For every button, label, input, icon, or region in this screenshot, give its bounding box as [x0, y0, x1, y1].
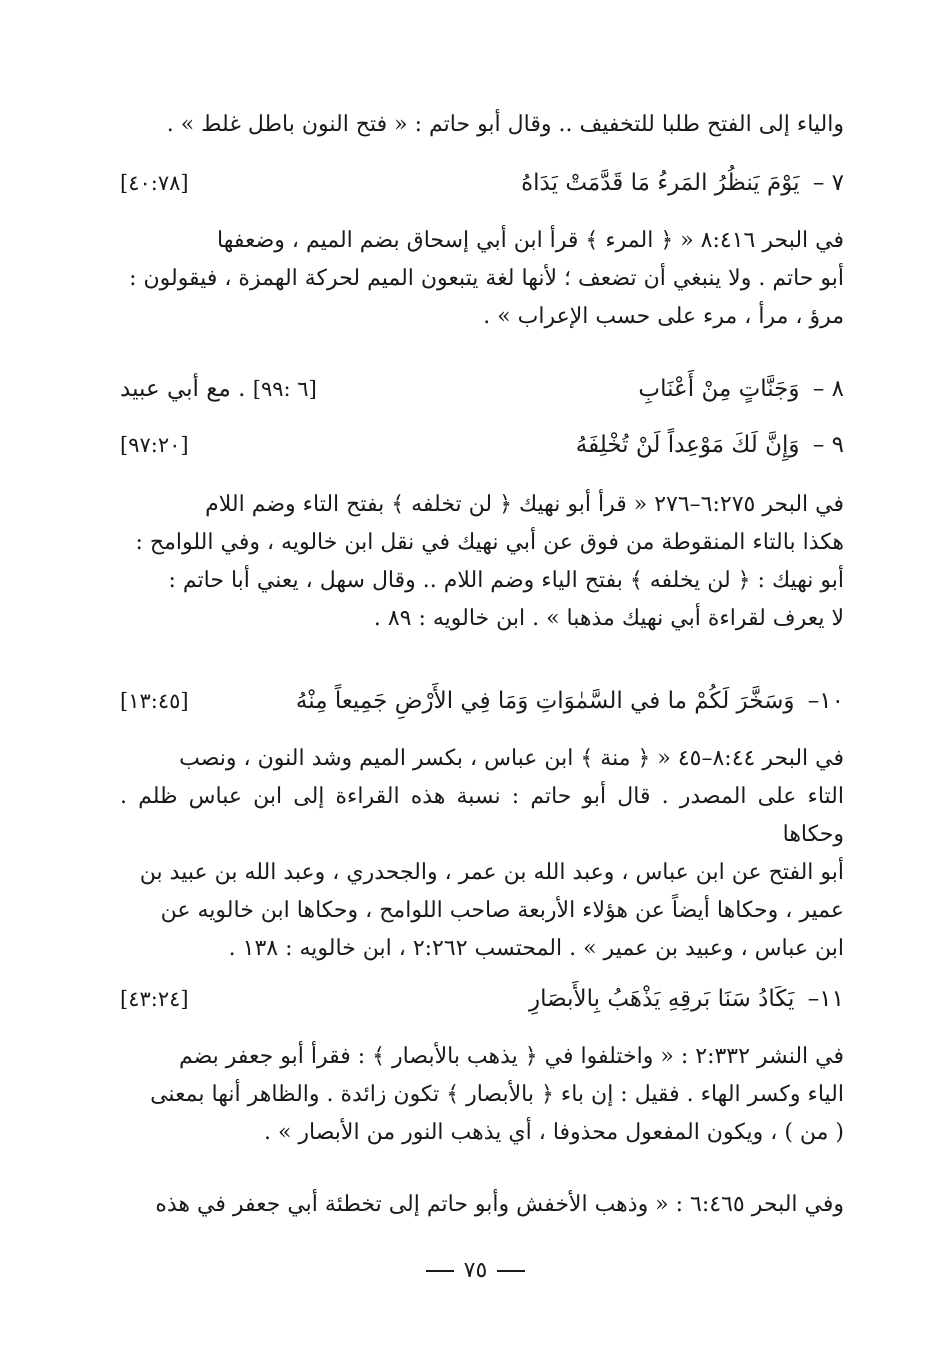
- verse-7: [120, 164, 844, 202]
- page-number-dash: [497, 1270, 525, 1272]
- text-line: هكذا بالتاء المنقوطة من فوق عن أبي نهيك في نقل ابن خالويه ، وفي اللوامح :: [135, 530, 844, 555]
- page-number: ٧٥: [0, 1258, 951, 1283]
- verse-reference: [٦ :٩٩]: [252, 377, 317, 401]
- text-line: أبو نهيك : ﴿ لن يخلفه ﴾ بفتح الياء وضم اللام .. وقال سهل ، يعني أبا حاتم :: [168, 568, 844, 593]
- verse-text: ٧ – يَوْمَ يَنظُرُ المَرءُ مَا قَدَّمَتْ يَدَاهُ: [521, 170, 844, 196]
- verse-reference-group: [120, 370, 317, 408]
- verse-reference: [١٣:٤٥]: [120, 689, 189, 713]
- paragraph-7: [120, 222, 844, 336]
- paragraph-11: [120, 1038, 844, 1152]
- verse-text: ٩ – وَإِنَّ لَكَ مَوْعِداً لَنْ تُخْلِفَهُ: [575, 432, 844, 458]
- verse-text: ١١– يَكَادُ سَنَا بَرقِهِ يَذْهَبُ بِالأَبصَارِ: [529, 986, 844, 1012]
- page-number-dash: [426, 1270, 454, 1272]
- text-line: في البحر ٦:٢٧٥–٢٧٦ « قرأ أبو نهيك ﴿ لن تخلفه ﴾ بفتح التاء وضم اللام: [205, 492, 844, 517]
- text-line: التاء على المصدر . قال أبو حاتم : نسبة هذه القراءة إلى ابن عباس ظلم . وحكاها: [120, 784, 844, 847]
- paragraph-9: [120, 486, 844, 638]
- text-line: والياء إلى الفتح طلبا للتخفيف .. وقال أبو حاتم : « فتح النون باطل غلط » .: [166, 112, 844, 137]
- text-line: أبو الفتح عن ابن عباس ، وعبد الله بن عمر ، والجحدري ، وعبد الله بن عبيد بن: [139, 860, 844, 885]
- text-line: ( من ) ، ويكون المفعول محذوفا ، أي يذهب النور من الأبصار » .: [263, 1120, 844, 1145]
- text-line: وفي البحر ٦:٤٦٥ : « وذهب الأخفش وأبو حاتم إلى تخطئة أبي جعفر في هذه: [155, 1192, 844, 1217]
- text-line: لا يعرف لقراءة أبي نهيك مذهبا » . ابن خالويه : ٨٩ .: [373, 606, 844, 631]
- text-line: في البحر ٨:٤٤–٤٥ « ﴿ منة ﴾ ابن عباس ، بكسر الميم وشد النون ، ونصب: [179, 746, 844, 771]
- verse-text: ١٠– وَسَخَّرَ لَكُمْ ما في السَّمٰوَاتِ وَمَا فِي الأَرْضِ جَمِيعاً مِنْهُ: [295, 688, 844, 714]
- text-line: مرؤ ، مرأ ، مرء على حسب الإعراب » .: [483, 304, 844, 329]
- verse-10: [120, 682, 844, 720]
- verse-11: [120, 980, 844, 1018]
- verse-reference: [٤٣:٢٤]: [120, 987, 189, 1011]
- verse-reference: [٤٠:٧٨]: [120, 171, 189, 195]
- paragraph-12: [120, 1186, 844, 1224]
- verse-note: . مع أبي عبيد: [120, 376, 246, 402]
- verse-8: [120, 370, 844, 408]
- text-line: في البحر ٨:٤١٦ « ﴿ المرء ﴾ قرأ ابن أبي إسحاق بضم الميم ، وضعفها: [217, 228, 844, 253]
- text-line: أبو حاتم . ولا ينبغي أن تضعف ؛ لأنها لغة يتبعون الميم لحركة الهمزة ، فيقولون :: [129, 266, 844, 291]
- verse-reference: [٩٧:٢٠]: [120, 433, 189, 457]
- text-line: عمير ، وحكاها أيضاً عن هؤلاء الأربعة صاحب اللوامح ، وحكاها ابن خالويه عن: [160, 898, 844, 923]
- text-line: في النشر ٢:٣٣٢ : « واختلفوا في ﴿ يذهب بالأبصار ﴾ : فقرأ أبو جعفر بضم: [178, 1044, 844, 1069]
- paragraph-10: [120, 740, 844, 968]
- verse-9: [120, 426, 844, 464]
- text-line: الياء وكسر الهاء . فقيل : إن باء ﴿ بالأبصار ﴾ تكون زائدة . والظاهر أنها بمعنى: [150, 1082, 844, 1107]
- text-line: ابن عباس ، وعبيد بن عمير » . المحتسب ٢:٢٦٢ ، ابن خالويه : ١٣٨ .: [228, 936, 844, 961]
- paragraph-intro: [120, 106, 844, 144]
- verse-text: ٨ – وَجَنَّاتٍ مِنْ أَعْنَابِ: [638, 376, 844, 402]
